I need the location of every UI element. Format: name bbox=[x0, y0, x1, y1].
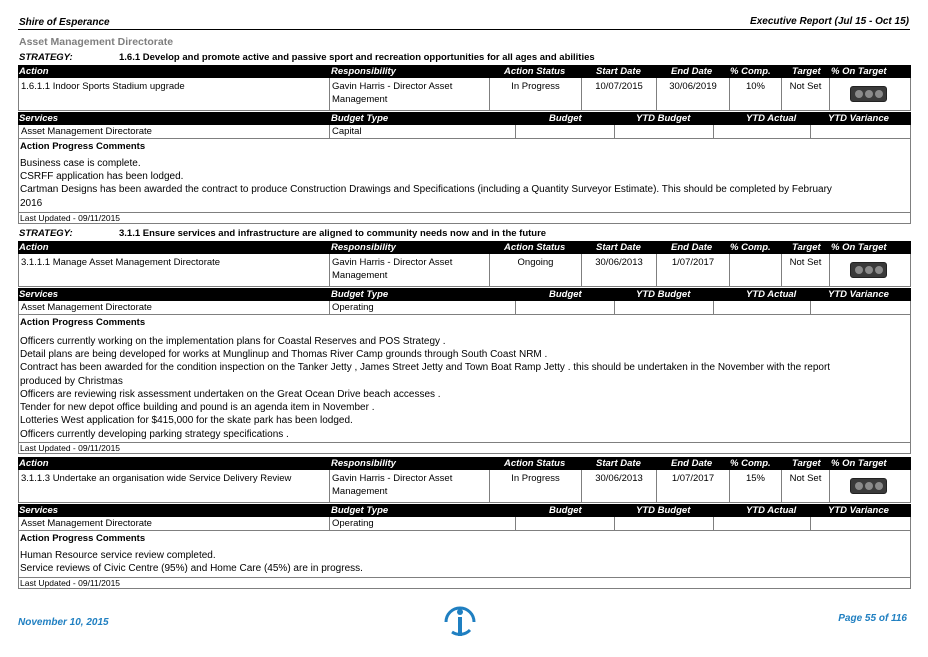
percent-complete: 10% bbox=[730, 78, 782, 110]
comments-box bbox=[18, 531, 911, 589]
services-row bbox=[18, 301, 911, 315]
budget-cell bbox=[516, 301, 615, 314]
col-ytd-variance: YTD Variance bbox=[828, 505, 889, 516]
action-row bbox=[18, 254, 911, 287]
ytd-actual-cell bbox=[714, 125, 811, 138]
end-date: 1/07/2017 bbox=[657, 470, 730, 502]
comment-line: Tender for new depot office building and pound is an agenda item in November . bbox=[20, 402, 375, 413]
responsibility-line: Management bbox=[332, 270, 388, 281]
col-comp: % Comp. bbox=[730, 458, 771, 469]
strategy-title: 3.1.1 Ensure services and infrastructure are aligned to community needs now and in the future bbox=[119, 228, 547, 239]
col-ytd-actual: YTD Actual bbox=[746, 113, 797, 124]
action-name: 1.6.1.1 Indoor Sports Stadium upgrade bbox=[19, 78, 330, 110]
services-row bbox=[18, 125, 911, 139]
start-date: 30/06/2013 bbox=[582, 470, 657, 502]
action-row bbox=[18, 470, 911, 503]
responsibility-cell bbox=[330, 254, 490, 286]
col-ytd-actual: YTD Actual bbox=[746, 289, 797, 300]
strategy-label: STRATEGY: bbox=[19, 52, 73, 63]
comment-line: CSRFF application has been lodged. bbox=[20, 171, 184, 182]
comment-line: Human Resource service review completed. bbox=[20, 550, 216, 561]
strategy-row bbox=[18, 227, 911, 240]
col-budget-type: Budget Type bbox=[331, 289, 389, 300]
end-date: 1/07/2017 bbox=[657, 254, 730, 286]
responsibility-cell bbox=[330, 78, 490, 110]
comment-line: Cartman Designs has been awarded the contract to produce Construction Drawings and Specifications (including a Quantity Surveyor Estimate). This should be completed by February bbox=[20, 184, 832, 195]
comment-line: Service reviews of Civic Centre (95%) and Home Care (45%) are in progress. bbox=[20, 563, 363, 574]
strategy-title: 1.6.1 Develop and promote active and passive sport and recreation opportunities for all ages and abilities bbox=[119, 52, 595, 63]
start-date: 10/07/2015 bbox=[582, 78, 657, 110]
budget-cell bbox=[516, 125, 615, 138]
last-updated: Last Updated - 09/11/2015 bbox=[19, 212, 910, 223]
comment-line: Officers currently working on the implementation plans for Coastal Reserves and POS Strategy . bbox=[20, 336, 446, 347]
budget-cell bbox=[516, 517, 615, 530]
report-title: Executive Report (Jul 15 - Oct 15) bbox=[750, 16, 909, 27]
col-ytd-budget: YTD Budget bbox=[636, 505, 691, 516]
budget-type: Operating bbox=[330, 517, 516, 530]
col-ytd-actual: YTD Actual bbox=[746, 505, 797, 516]
services-header-bar bbox=[18, 112, 911, 125]
col-action: Action bbox=[19, 66, 49, 77]
action-name: 3.1.1.1 Manage Asset Management Directorate bbox=[19, 254, 330, 286]
col-status: Action Status bbox=[504, 242, 566, 253]
col-start: Start Date bbox=[596, 242, 641, 253]
col-budget-type: Budget Type bbox=[331, 113, 389, 124]
services-header-bar bbox=[18, 288, 911, 301]
responsibility-line: Management bbox=[332, 94, 388, 105]
traffic-light-icon bbox=[850, 478, 887, 494]
ytd-actual-cell bbox=[714, 301, 811, 314]
service-name: Asset Management Directorate bbox=[19, 125, 330, 138]
action-header-bar bbox=[18, 241, 911, 254]
col-status: Action Status bbox=[504, 66, 566, 77]
col-budget: Budget bbox=[549, 505, 582, 516]
action-name: 3.1.1.3 Undertake an organisation wide Service Delivery Review bbox=[19, 470, 330, 502]
percent-complete: 15% bbox=[730, 470, 782, 502]
strategy-label: STRATEGY: bbox=[19, 228, 73, 239]
services-header-bar bbox=[18, 504, 911, 517]
organisation-name: Shire of Esperance bbox=[19, 17, 110, 28]
col-action: Action bbox=[19, 458, 49, 469]
comment-line: Business case is complete. bbox=[20, 158, 141, 169]
footer-date: November 10, 2015 bbox=[18, 617, 109, 628]
action-status: In Progress bbox=[490, 470, 582, 502]
col-services: Services bbox=[19, 113, 59, 124]
end-date: 30/06/2019 bbox=[657, 78, 730, 110]
traffic-light-icon bbox=[850, 86, 887, 102]
col-budget: Budget bbox=[549, 289, 582, 300]
comment-line: Officers currently developing parking strategy specifications . bbox=[20, 429, 289, 440]
start-date: 30/06/2013 bbox=[582, 254, 657, 286]
traffic-light-icon bbox=[850, 262, 887, 278]
col-on-target: % On Target bbox=[831, 242, 887, 253]
comment-line: Contract has been awarded for the condition inspection on the Tanker Jetty , James Street Jetty and Town Boat Ramp Jetty . this should be undertaken in the November with the report bbox=[20, 362, 831, 373]
strategy-row bbox=[18, 51, 911, 64]
col-ytd-budget: YTD Budget bbox=[636, 113, 691, 124]
col-end: End Date bbox=[671, 458, 713, 469]
report-header bbox=[18, 16, 910, 30]
budget-type: Operating bbox=[330, 301, 516, 314]
col-comp: % Comp. bbox=[730, 242, 771, 253]
col-budget: Budget bbox=[549, 113, 582, 124]
comment-line: produced by Christmas bbox=[20, 376, 123, 387]
col-ytd-budget: YTD Budget bbox=[636, 289, 691, 300]
budget-type: Capital bbox=[330, 125, 516, 138]
col-services: Services bbox=[19, 289, 59, 300]
col-target: Target bbox=[792, 242, 821, 253]
ytd-actual-cell bbox=[714, 517, 811, 530]
ytd-budget-cell bbox=[615, 301, 714, 314]
col-status: Action Status bbox=[504, 458, 566, 469]
directorate-title: Asset Management Directorate bbox=[19, 36, 174, 48]
ytd-budget-cell bbox=[615, 125, 714, 138]
responsibility-line: Management bbox=[332, 486, 388, 497]
col-end: End Date bbox=[671, 242, 713, 253]
last-updated: Last Updated - 09/11/2015 bbox=[19, 442, 910, 453]
percent-complete bbox=[730, 254, 782, 286]
service-name: Asset Management Directorate bbox=[19, 517, 330, 530]
col-on-target: % On Target bbox=[831, 458, 887, 469]
col-budget-type: Budget Type bbox=[331, 505, 389, 516]
col-ytd-variance: YTD Variance bbox=[828, 289, 889, 300]
comment-line: Detail plans are being developed for works at Munglinup and Thomas River Camp grounds through South Coast NRM . bbox=[20, 349, 548, 360]
col-responsibility: Responsibility bbox=[331, 66, 396, 77]
comments-box bbox=[18, 315, 911, 454]
responsibility-line: Gavin Harris - Director Asset bbox=[332, 81, 453, 92]
col-ytd-variance: YTD Variance bbox=[828, 113, 889, 124]
action-row bbox=[18, 78, 911, 111]
col-comp: % Comp. bbox=[730, 66, 771, 77]
col-action: Action bbox=[19, 242, 49, 253]
action-status: In Progress bbox=[490, 78, 582, 110]
col-responsibility: Responsibility bbox=[331, 242, 396, 253]
ytd-budget-cell bbox=[615, 517, 714, 530]
action-header-bar bbox=[18, 457, 911, 470]
responsibility-line: Gavin Harris - Director Asset bbox=[332, 257, 453, 268]
target-value: Not Set bbox=[782, 254, 830, 286]
page-number: Page 55 of 116 bbox=[838, 613, 907, 624]
comment-line: Officers are reviewing risk assessment undertaken on the Great Ocean Drive beach accesses . bbox=[20, 389, 441, 400]
col-end: End Date bbox=[671, 66, 713, 77]
service-name: Asset Management Directorate bbox=[19, 301, 330, 314]
comment-line: Lotteries West application for $415,000 for the skate park has been lodged. bbox=[20, 415, 353, 426]
comments-title: Action Progress Comments bbox=[20, 317, 146, 328]
col-on-target: % On Target bbox=[831, 66, 887, 77]
action-status: Ongoing bbox=[490, 254, 582, 286]
target-value: Not Set bbox=[782, 470, 830, 502]
comments-title: Action Progress Comments bbox=[20, 141, 146, 152]
responsibility-cell bbox=[330, 470, 490, 502]
comments-title: Action Progress Comments bbox=[20, 533, 146, 544]
action-header-bar bbox=[18, 65, 911, 78]
col-responsibility: Responsibility bbox=[331, 458, 396, 469]
col-start: Start Date bbox=[596, 66, 641, 77]
col-services: Services bbox=[19, 505, 59, 516]
services-row bbox=[18, 517, 911, 531]
target-value: Not Set bbox=[782, 78, 830, 110]
responsibility-line: Gavin Harris - Director Asset bbox=[332, 473, 453, 484]
last-updated: Last Updated - 09/11/2015 bbox=[19, 577, 910, 588]
col-start: Start Date bbox=[596, 458, 641, 469]
comments-box bbox=[18, 139, 911, 224]
comment-line: 2016 bbox=[20, 198, 43, 209]
shire-logo-icon bbox=[440, 604, 480, 641]
col-target: Target bbox=[792, 458, 821, 469]
col-target: Target bbox=[792, 66, 821, 77]
